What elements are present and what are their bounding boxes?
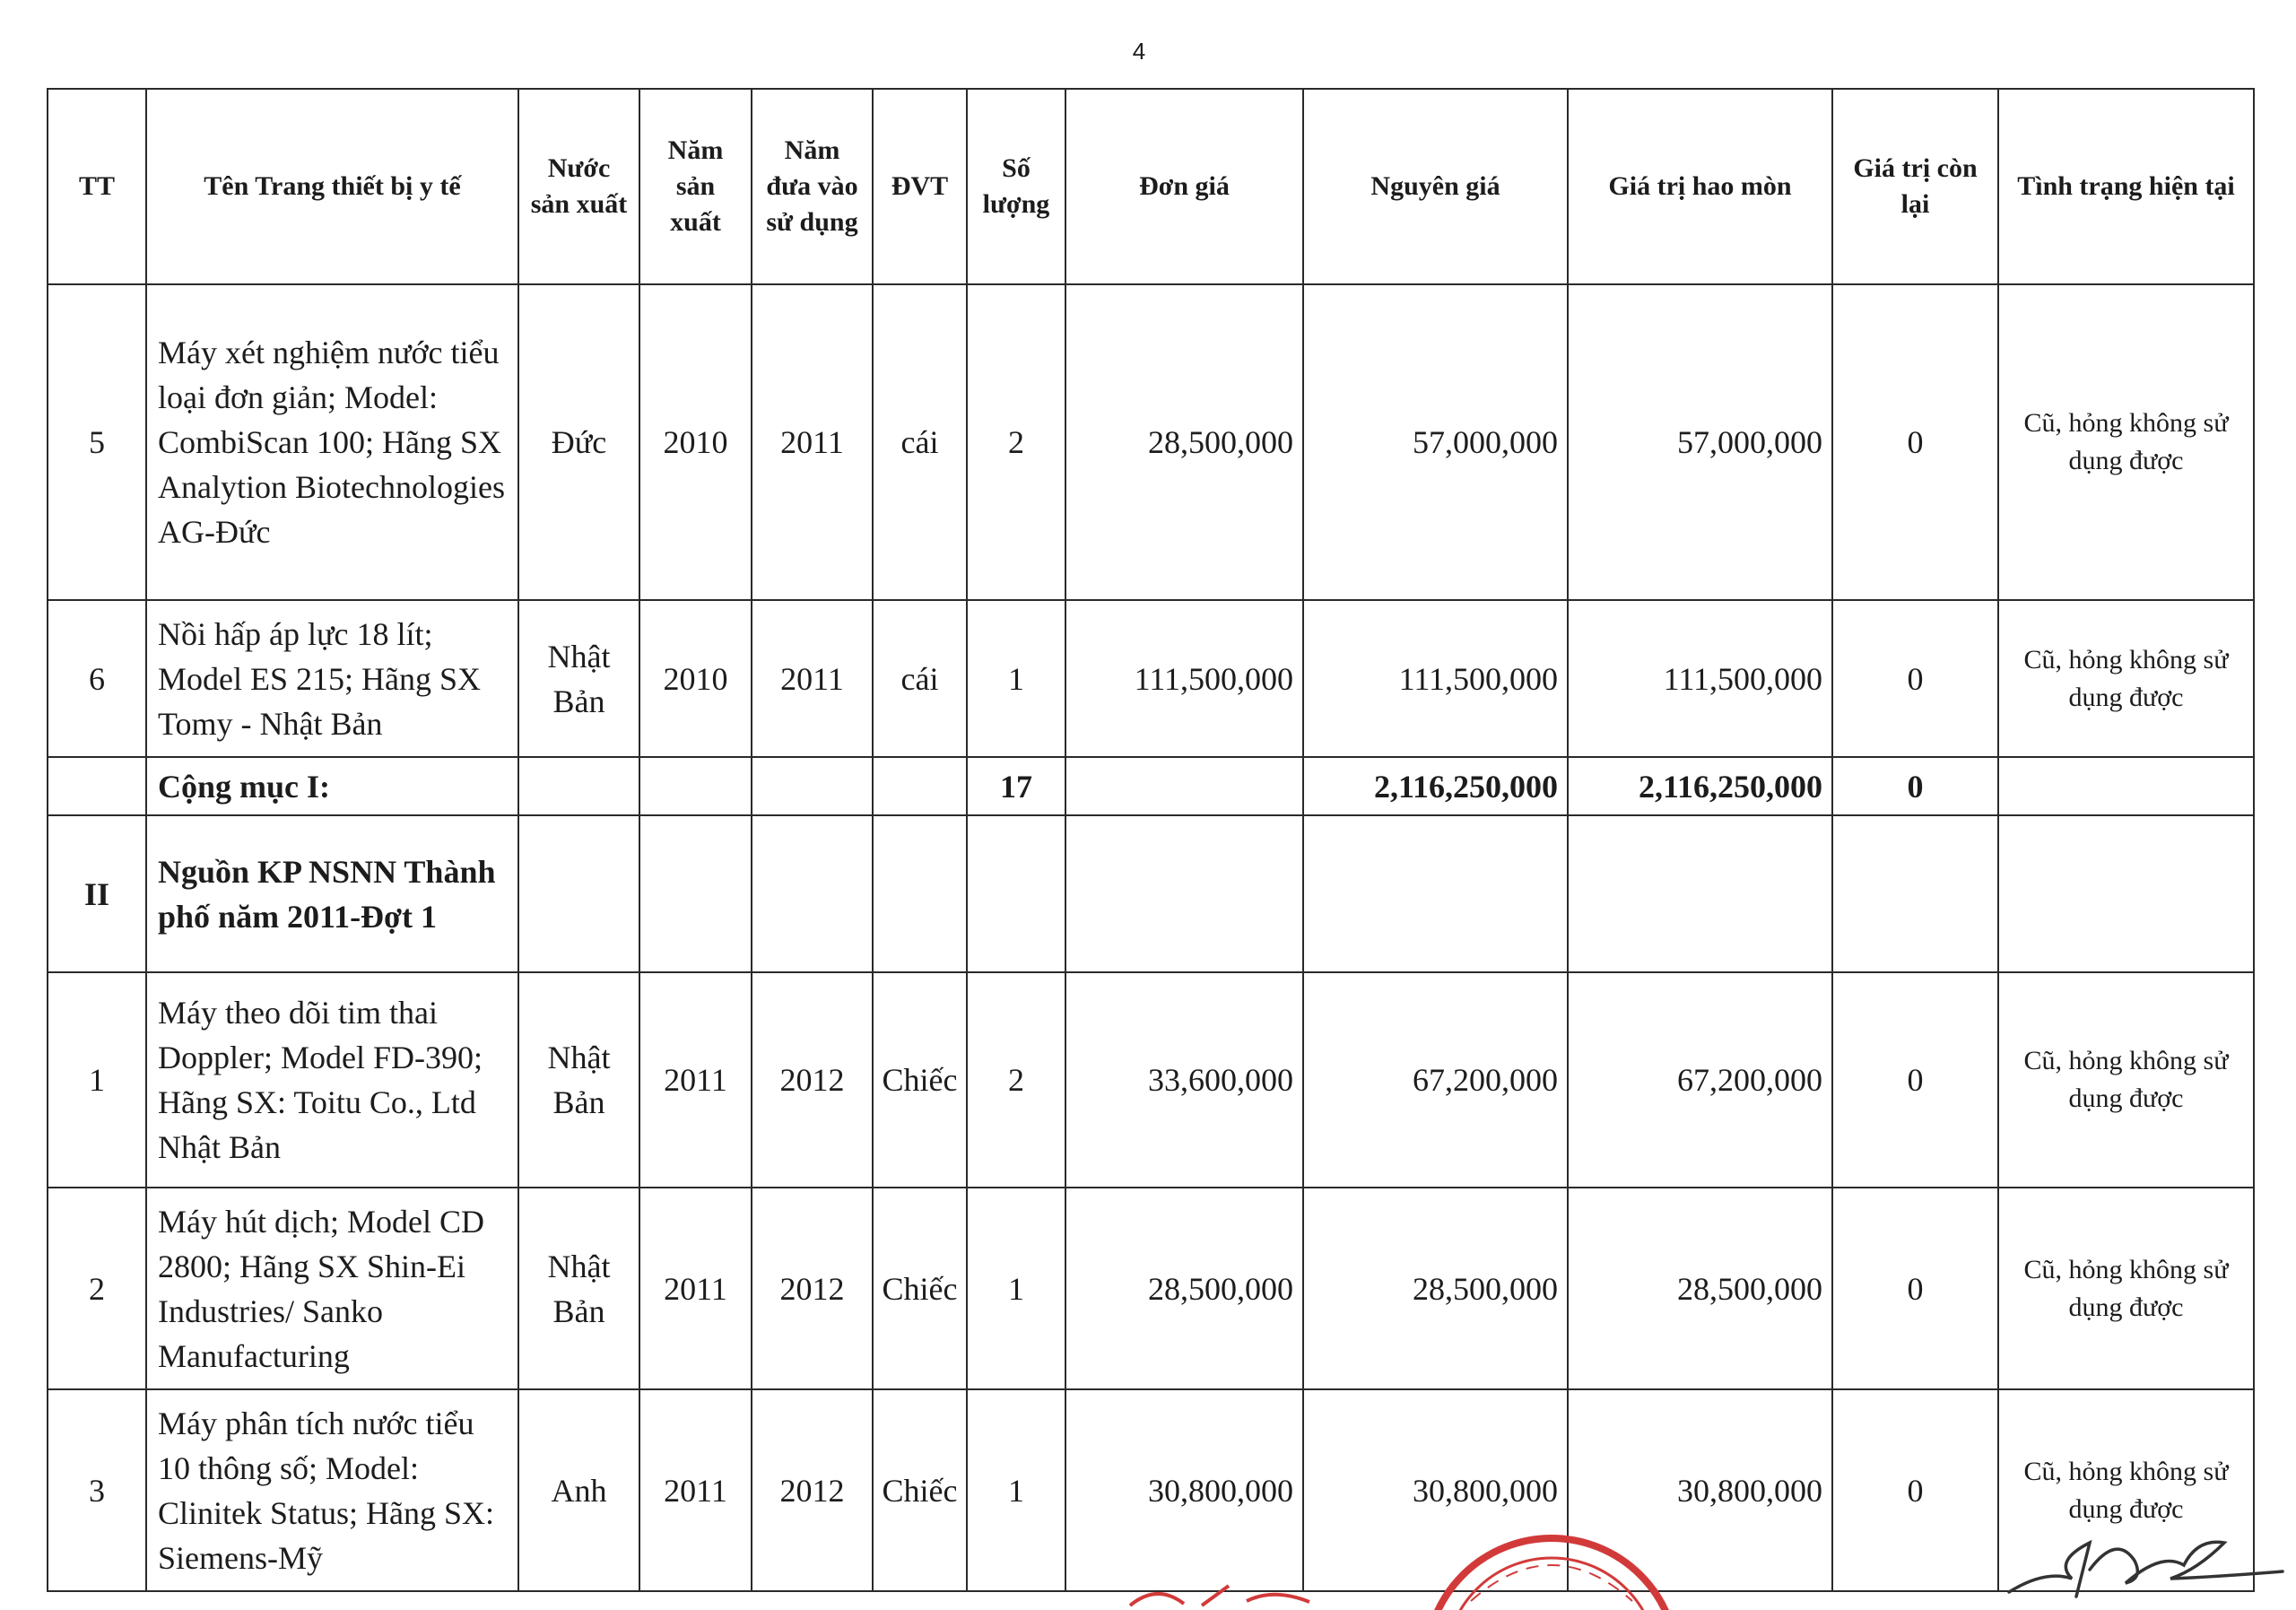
cell-name: Máy xét nghiệm nước tiểu loại đơn giản; Model: CombiScan 100; Hãng SX Analytion Biotechnologies AG-Đức [146,284,518,600]
header-remaining: Giá trị còn lại [1832,89,1998,284]
page-number: 4 [1132,38,1146,65]
cell-tt: 1 [48,972,146,1188]
header-row [48,89,2254,284]
cell-depreciation: 67,200,000 [1568,972,1832,1188]
cell-status: Cũ, hỏng không sử dụng được [1998,972,2254,1188]
cell-name: Máy phân tích nước tiểu 10 thông số; Model: Clinitek Status; Hãng SX: Siemens-Mỹ [146,1389,518,1591]
cell-qty: 2 [967,284,1065,600]
signature [1991,1507,2287,1606]
cell-qty: 1 [967,1389,1065,1591]
cell-unit: Chiếc [873,1188,967,1389]
header-name: Tên Trang thiết bị y tế [146,89,518,284]
cell-year-used: 2012 [752,1188,873,1389]
subtotal-row [48,757,2254,815]
cell-year-used: 2012 [752,972,873,1188]
header-year-used: Năm đưa vào sử dụng [752,89,873,284]
header-qty: Số lượng [967,89,1065,284]
cell-tt: 3 [48,1389,146,1591]
header-status: Tình trạng hiện tại [1998,89,2254,284]
cell-tt: 6 [48,600,146,757]
subtotal-qty: 17 [967,757,1065,815]
table-row [48,1389,2254,1591]
cell-original-value: 111,500,000 [1303,600,1568,757]
table-row [48,972,2254,1188]
cell-unit-price: 111,500,000 [1065,600,1303,757]
cell-status: Cũ, hỏng không sử dụng được [1998,1389,2254,1591]
header-original-value: Nguyên giá [1303,89,1568,284]
cell-status: Cũ, hỏng không sử dụng được [1998,284,2254,600]
cell-remaining: 0 [1832,972,1998,1188]
cell-country: Nhật Bản [518,1188,639,1389]
cell-remaining: 0 [1832,284,1998,600]
cell-depreciation: 111,500,000 [1568,600,1832,757]
cell-remaining: 0 [1832,1389,1998,1591]
table-row [48,600,2254,757]
cell-name: Nồi hấp áp lực 18 lít; Model ES 215; Hãng SX Tomy - Nhật Bản [146,600,518,757]
table-row [48,1188,2254,1389]
header-unit: ĐVT [873,89,967,284]
cell-year-used: 2011 [752,284,873,600]
cell-original-value: 67,200,000 [1303,972,1568,1188]
cell-name: Máy hút dịch; Model CD 2800; Hãng SX Shin-Ei Industries/ Sanko Manufacturing [146,1188,518,1389]
cell-depreciation: 57,000,000 [1568,284,1832,600]
cell-original-value: 28,500,000 [1303,1188,1568,1389]
cell-name: Máy theo dõi tim thai Doppler; Model FD-390; Hãng SX: Toitu Co., Ltd Nhật Bản [146,972,518,1188]
cell-original-value: 57,000,000 [1303,284,1568,600]
cell-unit: Chiếc [873,1389,967,1591]
section-name: Nguồn KP NSNN Thành phố năm 2011-Đợt 1 [146,815,518,972]
cell-unit-price: 28,500,000 [1065,284,1303,600]
subtotal-label: Cộng mục I: [146,757,518,815]
cell-year-made: 2010 [639,600,752,757]
cell-status: Cũ, hỏng không sử dụng được [1998,600,2254,757]
cell-tt: 5 [48,284,146,600]
cell-country: Nhật Bản [518,972,639,1188]
section-row [48,815,2254,972]
cell-qty: 1 [967,1188,1065,1389]
header-year-made: Năm sản xuất [639,89,752,284]
header-country: Nước sản xuất [518,89,639,284]
header-tt: TT [48,89,146,284]
cell-year-made: 2011 [639,972,752,1188]
header-depreciation: Giá trị hao mòn [1568,89,1832,284]
cell-status: Cũ, hỏng không sử dụng được [1998,1188,2254,1389]
cell-remaining: 0 [1832,600,1998,757]
cell-year-made: 2010 [639,284,752,600]
subtotal-depreciation: 2,116,250,000 [1568,757,1832,815]
cell-year-made: 2011 [639,1188,752,1389]
cell-year-used: 2012 [752,1389,873,1591]
cell-unit: cái [873,284,967,600]
cell-unit-price: 28,500,000 [1065,1188,1303,1389]
subtotal-remaining: 0 [1832,757,1998,815]
equipment-table [47,88,2255,1592]
header-unit-price: Đơn giá [1065,89,1303,284]
cell-year-used: 2011 [752,600,873,757]
cell-qty: 2 [967,972,1065,1188]
official-seal [1417,1529,1686,1610]
cell-depreciation: 30,800,000 [1568,1389,1832,1591]
cell-depreciation: 28,500,000 [1568,1188,1832,1389]
cell-tt: 2 [48,1188,146,1389]
section-tt: II [48,815,146,972]
cell-year-made: 2011 [639,1389,752,1591]
cell-country: Nhật Bản [518,600,639,757]
cell-unit-price: 30,800,000 [1065,1389,1303,1591]
cell-unit: Chiếc [873,972,967,1188]
cell-country: Anh [518,1389,639,1591]
cell-qty: 1 [967,600,1065,757]
cell-remaining: 0 [1832,1188,1998,1389]
red-mark [1121,1579,1318,1610]
table-row [48,284,2254,600]
subtotal-original-value: 2,116,250,000 [1303,757,1568,815]
cell-unit: cái [873,600,967,757]
cell-country: Đức [518,284,639,600]
cell-unit-price: 33,600,000 [1065,972,1303,1188]
cell-original-value: 30,800,000 [1303,1389,1568,1591]
